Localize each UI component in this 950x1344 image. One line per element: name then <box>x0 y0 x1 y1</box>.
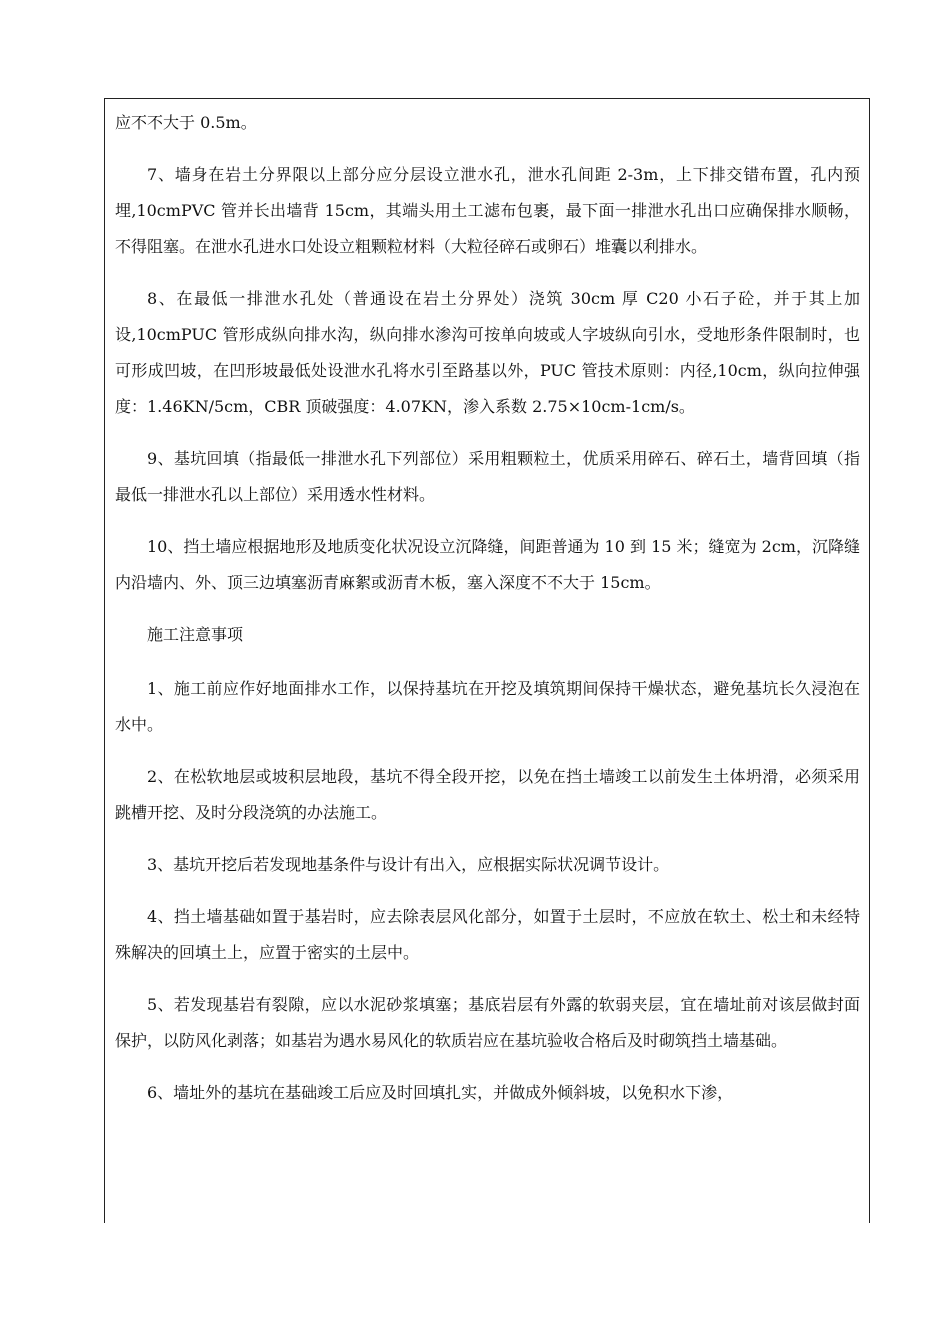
paragraph-continuation: 应不不大于 0.5m。 <box>115 113 257 132</box>
note-item-5: 5、若发现基岩有裂隙，应以水泥砂浆填塞；基底岩层有外露的软弱夹层，宜在墙址前对该层做封面保护，以防风化剥落；如基岩为遇水易风化的软质岩应在基坑验收合格后及时砌筑挡土墙基础。 <box>115 995 860 1050</box>
document-table-cell <box>104 98 870 1223</box>
note-item-6: 6、墙址外的基坑在基础竣工后应及时回填扎实，并做成外倾斜坡，以免积水下渗， <box>147 1083 734 1102</box>
paragraph-item-10: 10、挡土墙应根据地形及地质变化状况设立沉降缝，间距普通为 10 到 15 米；缝宽为 2cm，沉降缝内沿墙内、外、顶三边填塞沥青麻絮或沥青木板，塞入深度不不大于 15cm。 <box>115 537 860 592</box>
note-item-3: 3、基坑开挖后若发现地基条件与设计有出入，应根据实际状况调节设计。 <box>147 855 670 874</box>
document-body <box>105 99 869 1111</box>
paragraph-item-8: 8、在最低一排泄水孔处（普通设在岩土分界处）浇筑 30cm 厚 C20 小石子砼，并于其上加设,10cmPUC 管形成纵向排水沟，纵向排水渗沟可按单向坡或人字坡纵向引水，受地形条件限制时，也可形成凹坡，在凹形坡最低处设泄水孔将水引至路基以外，PUC 管技术原则：内径,10cm，纵向拉伸强度：1.46KN/5cm，CBR 顶破强度：4.07KN，渗入系数 2.75×10cm-1cm/s。 <box>115 289 860 416</box>
paragraph-item-9: 9、基坑回填（指最低一排泄水孔下列部位）采用粗颗粒土，优质采用碎石、碎石土，墙背回填（指最低一排泄水孔以上部位）采用透水性材料。 <box>115 449 860 504</box>
paragraph-item-7: 7、墙身在岩土分界限以上部分应分层设立泄水孔，泄水孔间距 2-3m，上下排交错布置，孔内预埋,10cmPVC 管并长出墙背 15cm，其端头用土工滤布包裹，最下面一排泄水孔出口应确保排水顺畅，不得阻塞。在泄水孔进水口处设立粗颗粒材料（大粒径碎石或卵石）堆囊以利排水。 <box>115 165 860 256</box>
note-item-4: 4、挡土墙基础如置于基岩时，应去除表层风化部分，如置于土层时，不应放在软土、松土和未经特殊解决的回填土上，应置于密实的土层中。 <box>115 907 860 962</box>
section-heading: 施工注意事项 <box>147 625 244 644</box>
note-item-1: 1、施工前应作好地面排水工作，以保持基坑在开挖及填筑期间保持干燥状态，避免基坑长久浸泡在水中。 <box>115 679 860 734</box>
note-item-2: 2、在松软地层或坡积层地段，基坑不得全段开挖，以免在挡土墙竣工以前发生土体坍滑，必须采用跳槽开挖、及时分段浇筑的办法施工。 <box>115 767 860 822</box>
